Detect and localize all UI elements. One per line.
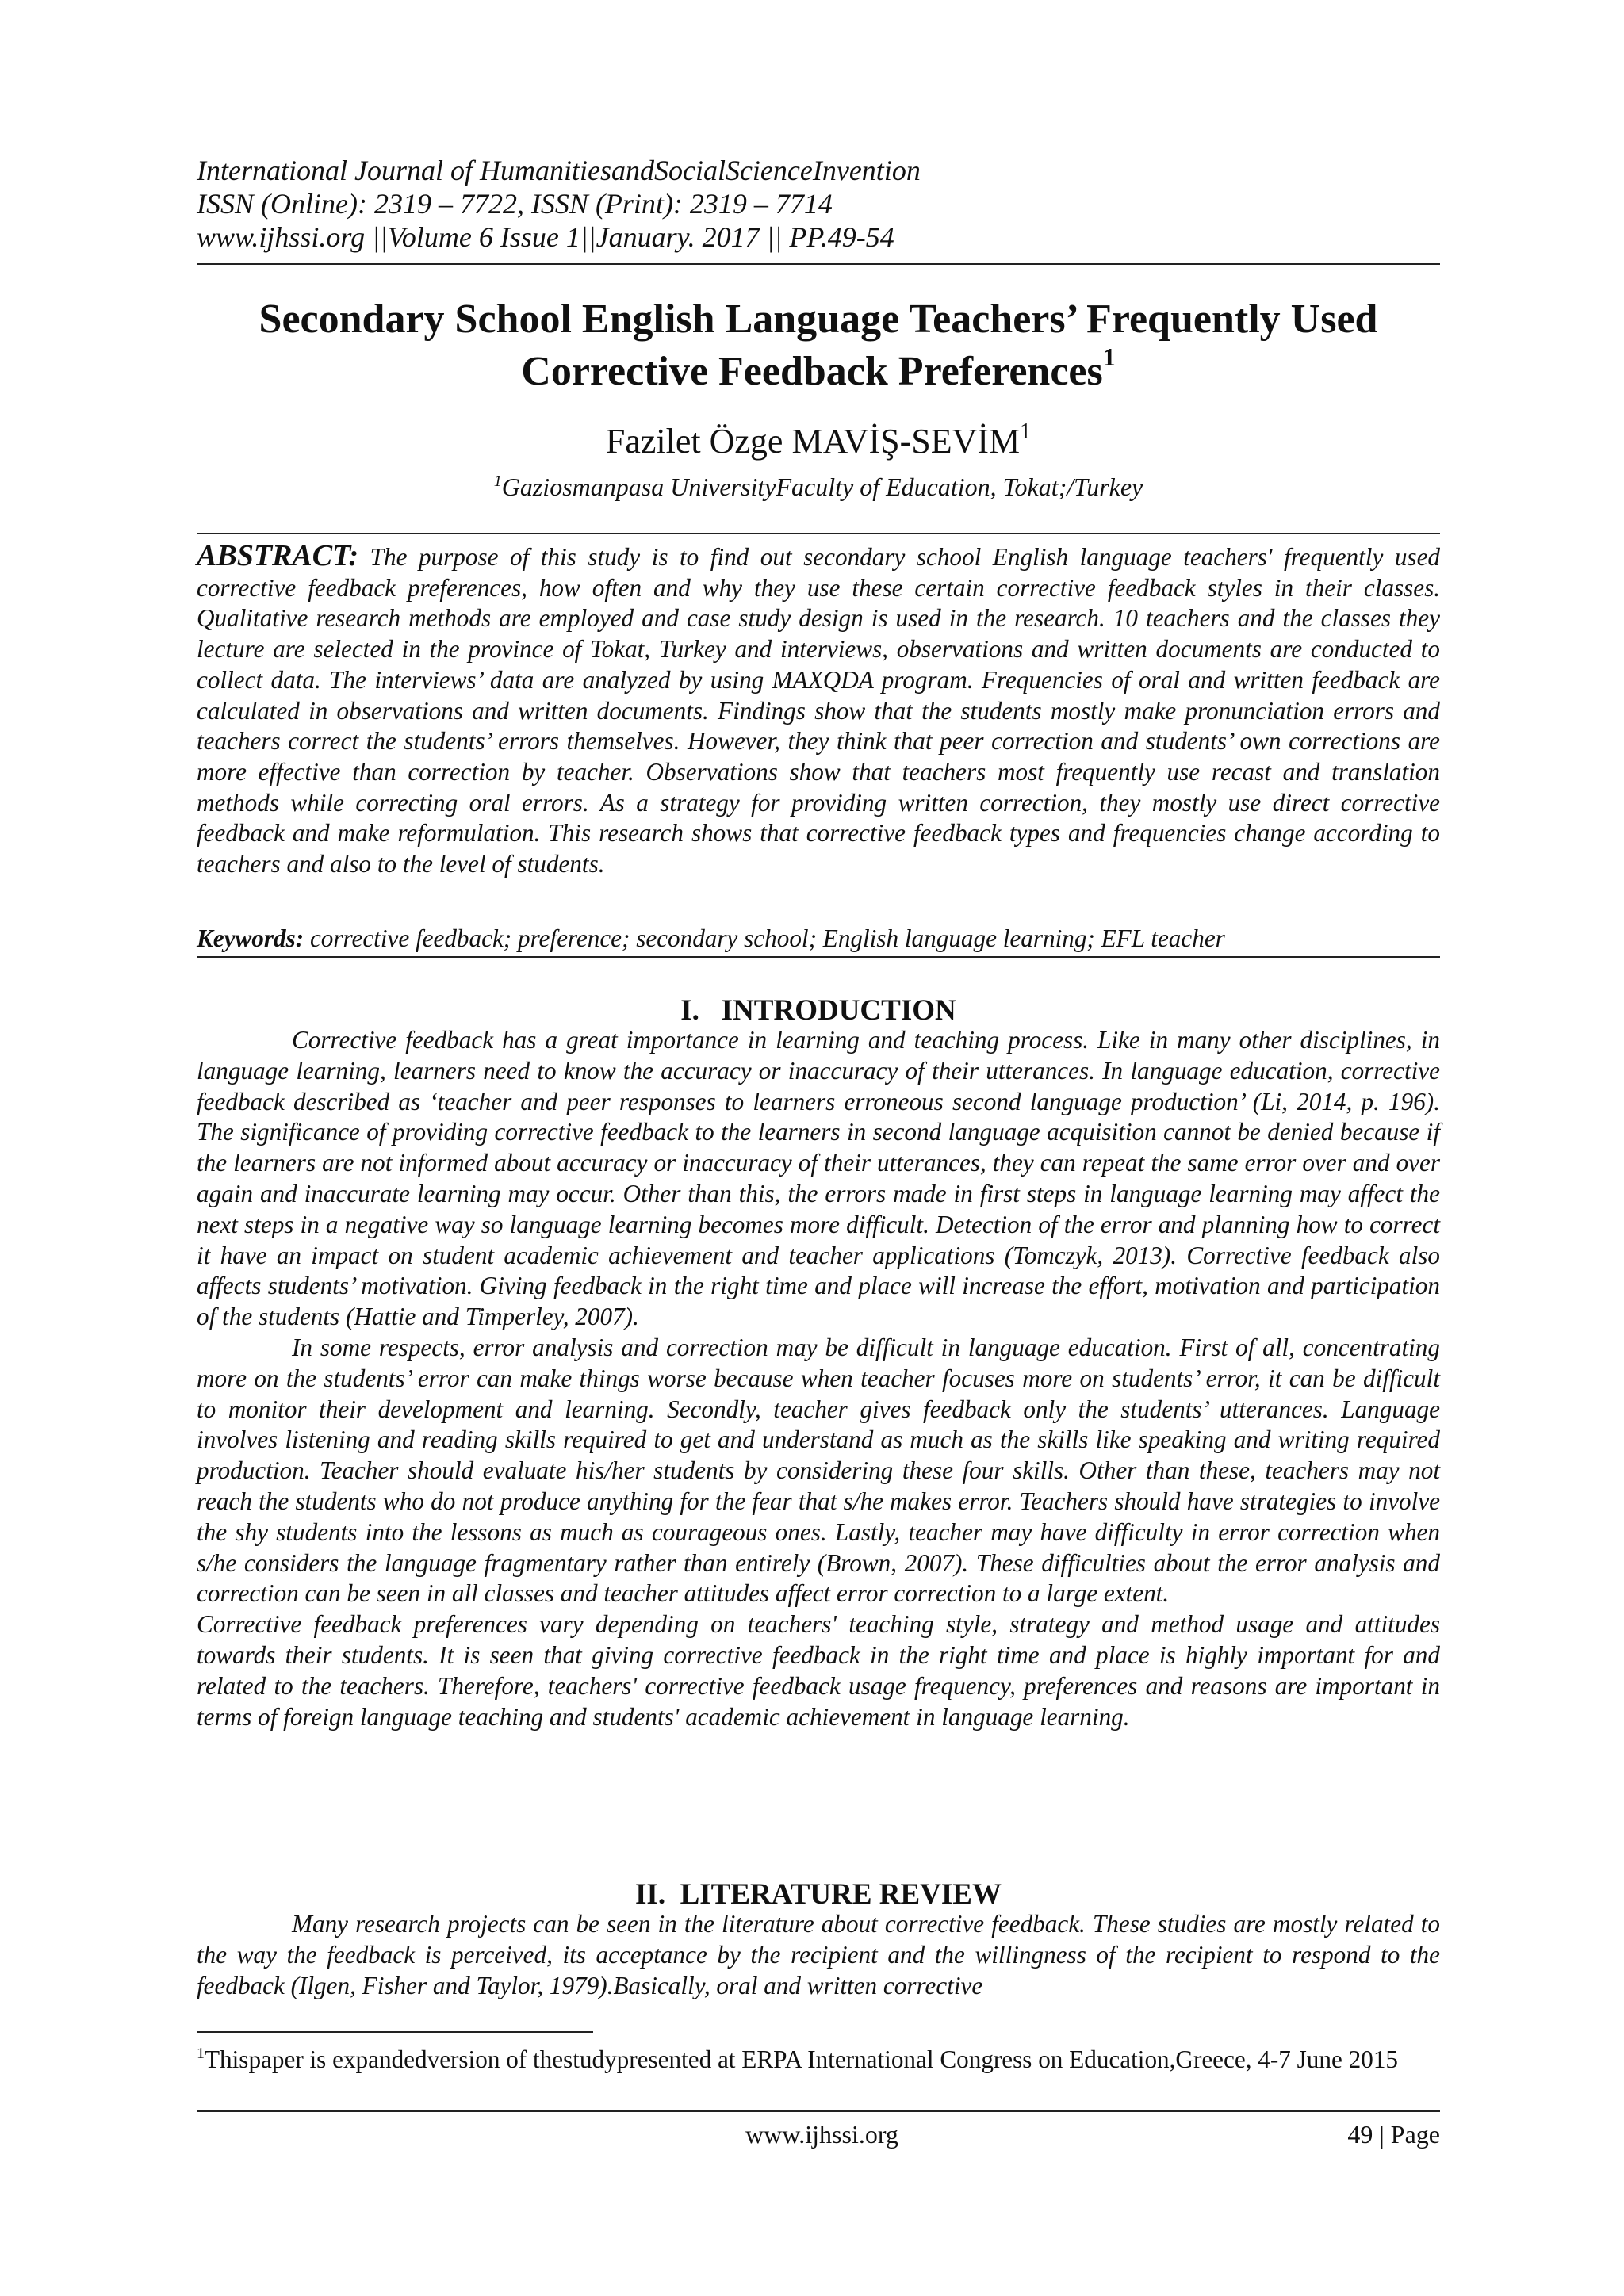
title-line-2-text: Corrective Feedback Preferences xyxy=(521,349,1103,394)
abstract xyxy=(197,541,1440,880)
title-line-1: Secondary School English Language Teachers’ Frequently Used xyxy=(259,297,1378,342)
title-footnote-mark: 1 xyxy=(1102,342,1116,371)
footnote xyxy=(197,2044,1440,2076)
intro-paragraph-1: Corrective feedback has a great importance in learning and teaching process. Like in many other disciplines, in language learning, learners need to know the accuracy or inaccuracy of their utterances. In language education, corrective feedback described as ‘teacher and peer responses to learners erroneous second language production’ (Li, 2014, p. 196). The significance of providing corrective feedback to the learners in second language acquisition cannot be denied because if the learners are not informed about accuracy or inaccuracy of their utterances, they can repeat the same error over and over again and inaccurate learning may occur. Other than this, the errors made in first steps in language learning may affect the next steps in a negative way so language learning becomes more difficult. Detection of the error and planning how to correct it have an impact on student academic achievement and teacher applications (Tomczyk, 2013). Corrective feedback also affects students’ motivation. Giving feedback in the right time and place will increase the effort, motivation and participation of the students (Hattie and Timperley, 2007). xyxy=(197,1026,1440,1331)
journal-issn: ISSN (Online): 2319 – 7722, ISSN (Print): 2319 – 7714 xyxy=(197,188,833,220)
literature-heading: II. LITERATURE REVIEW xyxy=(635,1878,1002,1911)
footer-url: www.ijhssi.org xyxy=(745,2120,898,2149)
paper-title xyxy=(197,293,1440,398)
abstract-top-rule xyxy=(197,533,1440,534)
footer-rule xyxy=(197,2110,1440,2112)
introduction-body xyxy=(197,1025,1440,1732)
author-line xyxy=(197,420,1440,463)
affiliation-text: Gaziosmanpasa UniversityFaculty of Education, Tokat;/Turkey xyxy=(501,473,1143,501)
journal-issue: www.ijhssi.org ||Volume 6 Issue 1||January. 2017 || PP.49-54 xyxy=(197,221,894,253)
title-line-2 xyxy=(197,342,1440,398)
author-name: Fazilet Özge MAVİŞ-SEVİM xyxy=(605,422,1021,461)
abstract-text: The purpose of this study is to find out secondary school English language teachers' frequently used corrective feedback preferences, how often and why they use these certain corrective feedback styles in their classes. Qualitative research methods are employed and case study design is used in the research. 10 teachers and the classes they lecture are selected in the province of Tokat, Turkey and interviews, observations and written documents are conducted to collect data. The interviews’ data are analyzed by using MAXQDA program. Frequencies of oral and written feedback are calculated in observations and written documents. Findings show that the students mostly make pronunciation errors and teachers correct the students’ errors themselves. However, they think that peer correction and students’ own corrections are more effective than correction by teacher. Observations show that teachers most frequently use recast and translation methods while correcting oral errors. As a strategy for providing written correction, they mostly use direct corrective feedback and make reformulation. This research shows that corrective feedback types and frequencies change according to teachers and also to the level of students. xyxy=(197,543,1441,878)
intro-paragraph-2: In some respects, error analysis and correction may be difficult in language education. First of all, concentrating more on the students’ error can make things worse because when teacher focuses more on students’ error, it can be difficult to monitor their development and learning. Secondly, teacher gives feedback only the students’ utterances. Language involves listening and reading skills required to get and understand as much as the skills like speaking and writing required production. Teacher should evaluate his/her students by considering these four skills. Other than these, teachers may not reach the students who do not produce anything for the fear that s/he makes error. Teachers should have strategies to involve the shy students into the lessons as much as courageous ones. Lastly, teacher may have difficulty in error correction when s/he considers the language fragmentary rather than entirely (Brown, 2007). These difficulties about the error analysis and correction can be seen in all classes and teacher attitudes affect error correction to a large extent. xyxy=(197,1333,1440,1608)
page-number: 49 | Page xyxy=(1347,2120,1440,2149)
affiliation-mark: 1 xyxy=(493,473,502,490)
literature-paragraph-1: Many research projects can be seen in the literature about corrective feedback. These studies are mostly related to the way the feedback is perceived, its acceptance by the recipient and the willingness of the recipient to respond to the feedback (Ilgen, Fisher and Taylor, 1979).Basically, oral and written corrective xyxy=(197,1910,1440,1999)
intro-paragraph-3: Corrective feedback preferences vary depending on teachers' teaching style, strategy and method usage and attitudes towards their students. It is seen that giving corrective feedback in the right time and place is highly important for and related to the teachers. Therefore, teachers' corrective feedback usage frequency, preferences and reasons are important in terms of foreign language teaching and students' academic achievement in language learning. xyxy=(197,1610,1440,1731)
header-rule xyxy=(197,263,1440,265)
keywords-text: corrective feedback; preference; secondary school; English language learning; EFL teacher xyxy=(309,924,1225,952)
introduction-heading: I. INTRODUCTION xyxy=(680,994,956,1027)
author-affiliation xyxy=(197,471,1440,503)
literature-body xyxy=(197,1909,1440,2001)
journal-name: International Journal of HumanitiesandSocialScienceInvention xyxy=(197,155,921,186)
abstract-bottom-rule xyxy=(197,956,1440,958)
keywords-label: Keywords: xyxy=(197,924,304,952)
keywords xyxy=(197,924,1440,954)
journal-header xyxy=(197,154,1440,254)
author-mark: 1 xyxy=(1020,419,1032,444)
footnote-text: Thispaper is expandedversion of thestudypresented at ERPA International Congress on Education,Greece, 4-7 June 2015 xyxy=(205,2045,1399,2073)
abstract-label: ABSTRACT: xyxy=(197,539,359,572)
footnote-rule xyxy=(197,2031,593,2033)
footnote-mark: 1 xyxy=(197,2045,205,2062)
